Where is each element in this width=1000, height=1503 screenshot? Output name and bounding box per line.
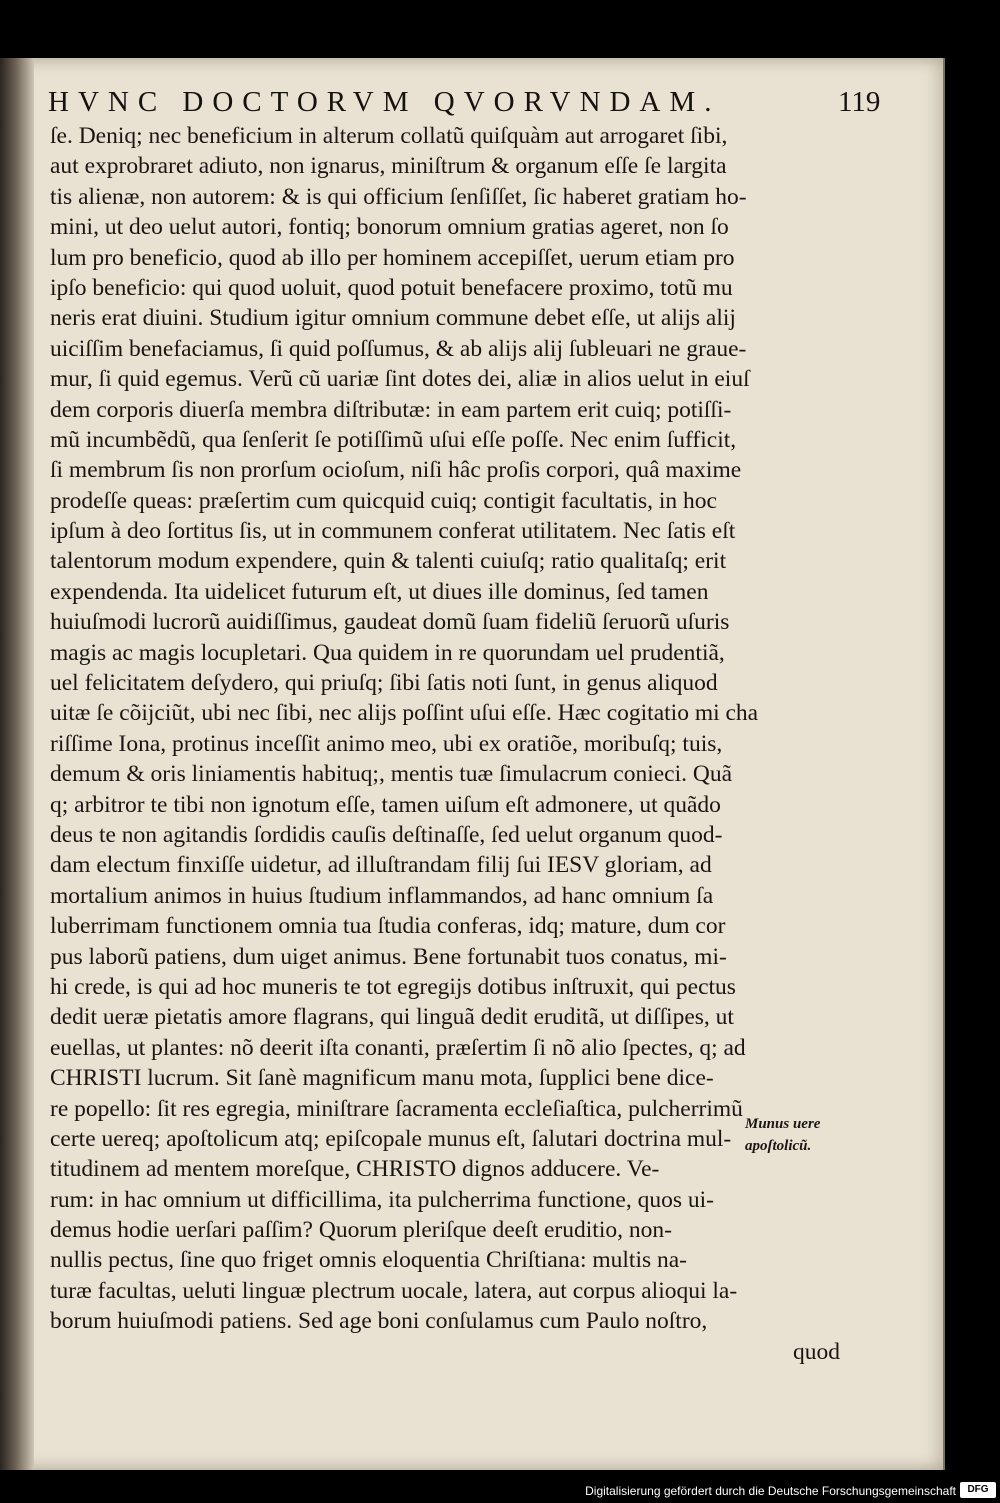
text-line: hi crede, is qui ad hoc muneris te tot egregijs dotibus inſtruxit, qui pectus xyxy=(50,973,736,1000)
text-line: talentorum modum expendere, quin & talenti cuiuſq; ratio qualitaſq; erit xyxy=(50,548,727,575)
text-line: certe uereq; apoſtolicum atq; epiſcopale munus eſt, ſalutari doctrina mul- xyxy=(50,1125,732,1152)
running-title: HVNC DOCTORVM QVORVNDAM. xyxy=(48,86,721,118)
text-line: borum huiuſmodi patiens. Sed age boni conſulamus cum Paulo noſtro, xyxy=(50,1308,708,1335)
text-line: tis alienæ, non autorem: & is qui officium ſenſiſſet, ſic haberet gratiam ho- xyxy=(50,183,747,210)
text-line: euellas, ut plantes: nõ deerit iſta conanti, præſertim ſi nõ alio ſpectes, q; ad xyxy=(50,1034,746,1061)
text-line: turæ facultas, ueluti linguæ plectrum uocale, latera, aut corpus alioqui la- xyxy=(50,1277,738,1304)
text-line: titudinem ad mentem moreſque, CHRISTO dignos adducere. Ve- xyxy=(50,1156,660,1183)
marginal-note xyxy=(745,1113,855,1157)
marginal-note-line: Munus uere xyxy=(745,1116,821,1132)
text-line: neris erat diuini. Studium igitur omnium commune debet eſſe, ut alijs alij xyxy=(50,305,736,332)
body-text xyxy=(50,121,840,1367)
text-line: uiciſſim benefaciamus, ſi quid poſſumus, & ab alijs alij ſubleuari ne graue- xyxy=(50,335,747,362)
text-line: lum pro beneficio, quod ab illo per hominem accepiſſet, uerum etiam pro xyxy=(50,244,735,271)
text-line: dam electum finxiſſe uidetur, ad illuſtrandam filij ſui IESV gloriam, ad xyxy=(50,852,712,879)
marginal-note-line: apoſtolicũ. xyxy=(745,1138,812,1154)
text-line: mur, ſi quid egemus. Verũ cũ uariæ ſint dotes dei, aliæ in alios uelut in eiuſ xyxy=(50,366,750,393)
dfg-logo-icon: DFG xyxy=(960,1482,996,1498)
text-line: rum: in hac omnium ut difficillima, ita pulcherrima functione, quos ui- xyxy=(50,1186,714,1213)
text-line: ipſum à deo ſortitus ſis, ut in communem conferat utilitatem. Nec ſatis eſt xyxy=(50,518,736,545)
text-line: magis ac magis locupletari. Qua quidem in re quorundam uel prudentiã, xyxy=(50,639,725,666)
text-line: ſi membrum ſis non prorſum ocioſum, niſi hâc proſis corpori, quâ maxime xyxy=(50,457,742,484)
book-page xyxy=(0,58,945,1470)
text-line: nullis pectus, ſine quo friget omnis eloquentia Chriſtiana: multis na- xyxy=(50,1247,688,1274)
text-line: dem corporis diuerſa membra diſtributæ: in eam partem erit cuiq; potiſſi- xyxy=(50,396,732,423)
text-line: aut exprobraret adiuto, non ignarus, miniſtrum & organum eſſe ſe largita xyxy=(50,153,727,180)
text-line: demum & oris liniamentis habituq;, mentis tuæ ſimulacrum conieci. Quã xyxy=(50,761,733,788)
text-line: luberrimam functionem omnia tua ſtudia conferas, idq; mature, dum cor xyxy=(50,913,726,940)
catchword: quod xyxy=(793,1338,840,1365)
text-line: demus hodie uerſari paſſim? Quorum pleriſque deeſt eruditio, non- xyxy=(50,1217,672,1244)
text-line: re popello: ſit res egregia, miniſtrare ſacramenta eccleſiaſtica, pulcherrimũ xyxy=(50,1095,743,1122)
text-line: uitæ ſe cõijciũt, ubi nec ſibi, nec alijs poſſint uſui eſſe. Hæc cogitatio mi cha xyxy=(50,700,759,727)
text-line: riſſime Iona, protinus inceſſit animo meo, ubi ex oratiõe, moribuſq; tuis, xyxy=(50,730,723,757)
text-line: ipſo beneficio: qui quod uoluit, quod potuit benefacere proximo, totũ mu xyxy=(50,274,733,301)
funding-credit: Digitalisierung gefördert durch die Deutsche Forschungsgemeinschaft xyxy=(585,1484,956,1498)
text-line: pus laborũ patiens, dum uiget animus. Bene fortunabit tuos conatus, mi- xyxy=(50,943,727,970)
text-line: CHRISTI lucrum. Sit ſanè magnificum manu mota, ſupplici bene dice- xyxy=(50,1065,714,1092)
text-line: q; arbitror te tibi non ignotum eſſe, tamen uiſum eſt admonere, ut quãdo xyxy=(50,791,721,818)
text-line: expendenda. Ita uidelicet futurum eſt, ut diues ille dominus, ſed tamen xyxy=(50,578,709,605)
text-line: mini, ut deo uelut autori, fontiq; bonorum omnium gratias ageret, non ſo xyxy=(50,214,729,241)
text-line: mortalium animos in huius ſtudium inflammandos, ad hanc omnium ſa xyxy=(50,882,714,909)
text-line: mũ incumbẽdũ, qua ſenſerit ſe potiſſimũ uſui eſſe poſſe. Nec enim ſufficit, xyxy=(50,426,737,453)
text-line: huiuſmodi lucrorũ auidiſſimus, gaudeat domũ ſuam fideliũ ſeruorũ uſuris xyxy=(50,609,730,636)
text-line: dedit ueræ pietatis amore flagrans, qui linguã dedit eruditã, ut diſſipes, ut xyxy=(50,1004,734,1031)
text-line: prodeſſe queas: præſertim cum quicquid cuiq; contigit facultatis, in hoc xyxy=(50,487,717,514)
text-line: ſe. Deniq; nec beneficium in alterum collatũ quiſquàm aut arrogaret ſibi, xyxy=(50,123,728,149)
text-line: uel felicitatem deſydero, qui priuſq; ſibi ſatis noti ſunt, in genus aliquod xyxy=(50,670,718,697)
page-number: 119 xyxy=(838,86,881,118)
text-line: deus te non agitandis ſordidis cauſis deſtinaſſe, ſed uelut organum quod- xyxy=(50,821,723,848)
